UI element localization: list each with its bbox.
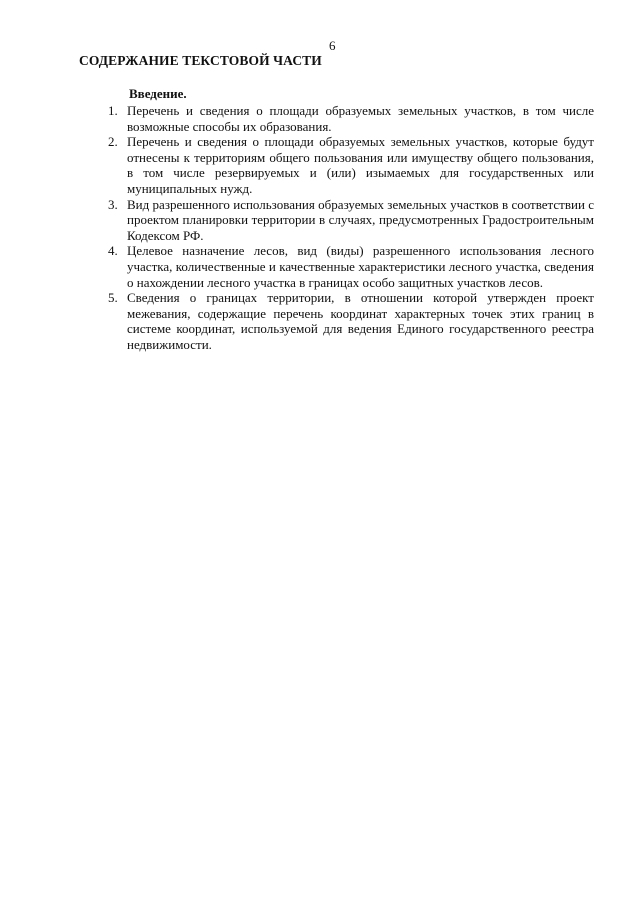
toc-item (108, 197, 594, 244)
toc-item (108, 134, 594, 196)
toc-item (108, 243, 594, 290)
toc-intro-item: Введение. (129, 86, 187, 101)
toc-heading: СОДЕРЖАНИЕ ТЕКСТОВОЙ ЧАСТИ (79, 53, 322, 68)
toc-item-text: Перечень и сведения о площади образуемых земельных участков, в том числе возможные способы их образования. (127, 103, 594, 134)
toc-list (108, 103, 594, 353)
toc-item-number: 4. (108, 243, 118, 259)
toc-item-text: Перечень и сведения о площади образуемых земельных участков, которые будут отнесены к территориям общего пользования или имуществу общего пользования, в том числе резервируемых и (или) изымаемых для государственных или муниципальных нужд. (127, 134, 594, 196)
toc-item-number: 2. (108, 134, 118, 150)
toc-item-text: Целевое назначение лесов, вид (виды) разрешенного использования лесного участка, количественные и качественные характеристики лесного участка, сведения о нахождении лесного участка в границах особо защитных участков лесов. (127, 243, 594, 290)
toc-item-number: 1. (108, 103, 118, 118)
toc-item-text: Вид разрешенного использования образуемых земельных участков в соответствии с проектом планировки территории в случаях, предусмотренных Градостроительным Кодексом РФ. (127, 196, 594, 243)
toc-item (108, 103, 594, 134)
toc-item (108, 290, 594, 352)
toc-item-number: 5. (108, 290, 118, 306)
page-number: 6 (329, 38, 336, 53)
toc-item-number: 3. (108, 196, 118, 212)
toc-item-text: Сведения о границах территории, в отношении которой утвержден проект межевания, содержащие перечень координат характерных точек этих границ в системе координат, используемой для ведения Единого государственного реестра недвижимости. (127, 290, 594, 352)
